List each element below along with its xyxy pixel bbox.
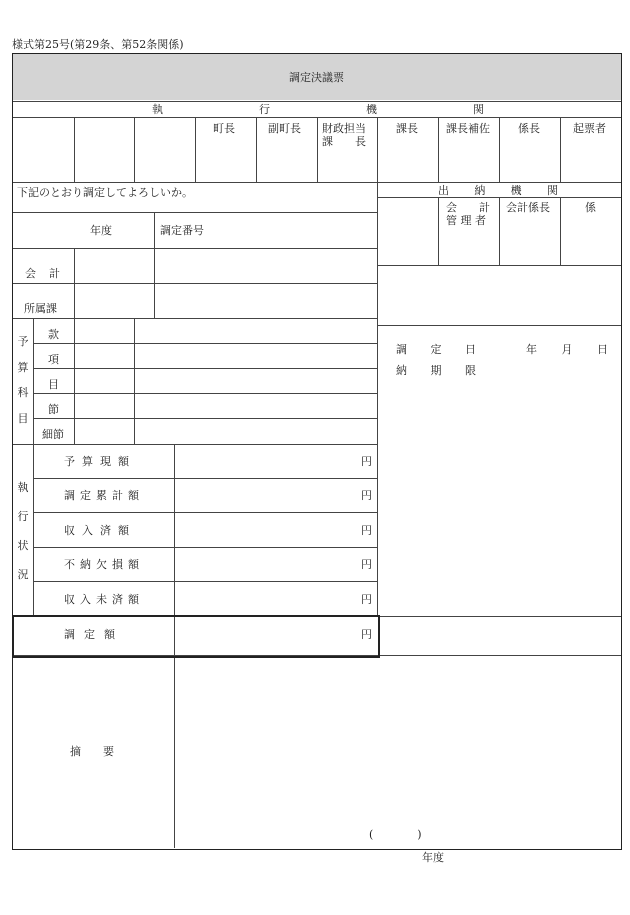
status-row-4: 不納欠損額 (64, 558, 144, 571)
status-unit-5: 円 (361, 593, 372, 606)
cashier-header: 出 納 機 関 (438, 184, 558, 197)
budget-row-kan: 款 (48, 328, 59, 341)
budget-items-label: 予 算 科 目 (17, 335, 29, 425)
approver-finance-head-line2: 課 長 (322, 135, 366, 148)
approver-section-chief: 課長 (396, 122, 418, 135)
budget-row-moku: 目 (48, 378, 59, 391)
approver-drafter: 起票者 (573, 122, 606, 135)
budget-row-kou: 項 (48, 353, 59, 366)
status-label: 執 行 状 況 (17, 481, 29, 581)
adjusted-amount-unit: 円 (361, 628, 372, 641)
status-unit-4: 円 (361, 558, 372, 571)
status-row-3: 収入済額 (64, 524, 136, 537)
adjust-date-label: 調 定 日 (396, 343, 476, 356)
adjust-date-ymd: 年 月 日 (526, 343, 608, 356)
budget-row-saisetsu: 細節 (42, 428, 64, 441)
status-row-2: 調定累計額 (64, 489, 144, 502)
fiscal-year-label: 年度 (90, 224, 112, 237)
executive-header: 執 行 機 関 (152, 103, 484, 116)
approver-assistant-chief: 課長補佐 (446, 122, 490, 135)
status-row-5: 収入未済額 (64, 593, 144, 606)
status-unit-1: 円 (361, 455, 372, 468)
summary-label: 摘 要 (70, 745, 114, 758)
deadline-label: 納 期 限 (396, 364, 476, 377)
status-row-1: 予算現額 (64, 455, 136, 468)
approver-town-mayor: 町長 (213, 122, 235, 135)
approver-deputy-mayor: 副町長 (268, 122, 301, 135)
department-label: 所属課 (24, 302, 57, 315)
accounting-manager-line1: 会 計 (446, 201, 490, 214)
approver-subsection-chief: 係長 (518, 122, 540, 135)
account-label: 会 計 (25, 267, 60, 280)
budget-row-setsu: 節 (48, 403, 59, 416)
cashier-clerk: 係 (585, 201, 596, 214)
footer-year: 年度 (422, 851, 444, 864)
form-number: 様式第25号(第29条、第52条関係) (12, 38, 184, 51)
form-title: 調定決議票 (289, 71, 344, 84)
accounting-chief: 会計係長 (506, 201, 550, 214)
approver-finance-head-line1: 財政担当 (322, 122, 366, 135)
statement: 下記のとおり調定してよろしいか。 (17, 186, 193, 199)
adjusted-amount-label: 調定額 (64, 628, 124, 641)
adjust-number-label: 調定番号 (160, 224, 204, 237)
status-unit-3: 円 (361, 524, 372, 537)
summary-paren: ( ) (369, 828, 422, 841)
status-unit-2: 円 (361, 489, 372, 502)
accounting-manager-line2: 管 理 者 (446, 214, 486, 227)
